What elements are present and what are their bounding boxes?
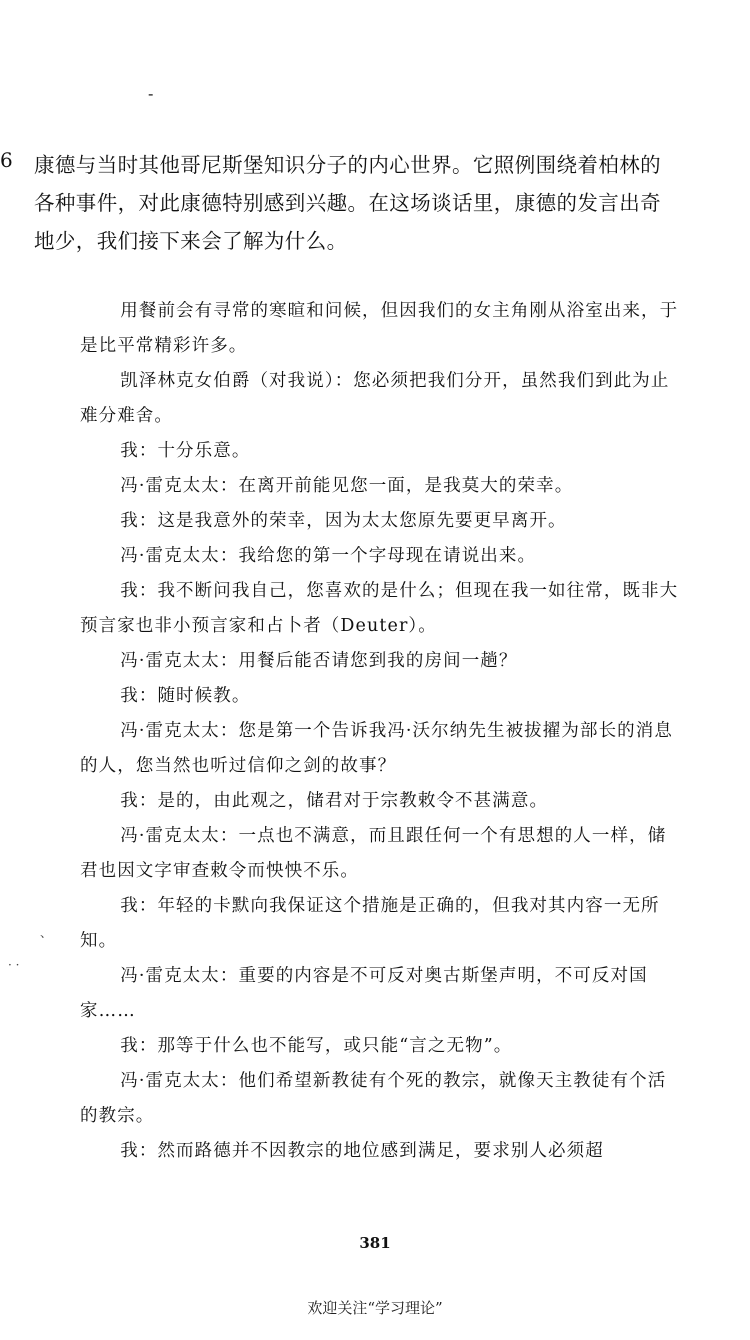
dialog-paragraph: 我：那等于什么也不能写，或只能“言之无物”。: [120, 1036, 513, 1056]
dialog-paragraph: 用餐前会有寻常的寒暄和问候，但因我们的女主角刚从浴室出来，于是比平常精彩许多。: [80, 301, 679, 356]
dialog-paragraph: 我：这是我意外的荣幸，因为太太您原先要更早离开。: [120, 511, 567, 531]
dialog-paragraph: 冯·雷克太太：重要的内容是不可反对奥古斯堡声明，不可反对国家……: [80, 966, 648, 1021]
dialog-paragraph: 我：随时候教。: [120, 686, 251, 706]
dialog-paragraph: 我：年轻的卡默向我保证这个措施是正确的，但我对其内容一无所知。: [80, 896, 660, 951]
dialog-paragraph: 冯·雷克太太：我给您的第一个字母现在请说出来。: [120, 546, 537, 566]
dialog-paragraph: 我：然而路德并不因教宗的地位感到满足，要求别人必须超: [120, 1141, 604, 1161]
dialog-paragraph: 我：我不断问我自己，您喜欢的是什么；但现在我一如往常，既非大预言家也非小预言家和占卜者（Deuter）。: [80, 581, 679, 636]
scan-speck: 、: [40, 926, 53, 940]
footer-note: 欢迎关注“学习理论”: [307, 1299, 443, 1317]
dialog-block: [80, 294, 680, 1169]
dialog-paragraph: 凯泽林克女伯爵（对我说）：您必须把我们分开，虽然我们到此为止难分难舍。: [80, 371, 670, 426]
intro-paragraph-block: [34, 146, 674, 260]
dialog-paragraph: 冯·雷克太太：他们希望新教徒有个死的教宗，就像天主教徒有个活的教宗。: [80, 1071, 667, 1126]
dialog-paragraph: 我：是的，由此观之，储君对于宗教敕令不甚满意。: [120, 791, 549, 811]
dialog-paragraph: 我：十分乐意。: [120, 441, 251, 461]
dialog-paragraph: 冯·雷克太太：用餐后能否请您到我的房间一趟？: [120, 651, 518, 671]
margin-number: 6: [0, 148, 13, 172]
page-number: 381: [359, 1234, 391, 1252]
dialog-paragraph: 冯·雷克太太：您是第一个告诉我冯·沃尔纳先生被拔擢为部长的消息的人，您当然也听过信仰之剑的故事？: [80, 721, 673, 776]
dialog-paragraph: 冯·雷克太太：在离开前能见您一面，是我莫大的荣幸。: [120, 476, 574, 496]
dialog-paragraph: 冯·雷克太太：一点也不满意，而且跟任何一个有思想的人一样，储君也因文字审查敕令而怏怏不乐。: [80, 826, 667, 881]
scan-speck: · ·: [8, 958, 20, 972]
top-mark: -: [148, 84, 154, 103]
intro-paragraph: 康德与当时其他哥尼斯堡知识分子的内心世界。它照例围绕着柏林的各种事件，对此康德特别感到兴趣。在这场谈话里，康德的发言出奇地少，我们接下来会了解为什么。: [34, 153, 661, 253]
